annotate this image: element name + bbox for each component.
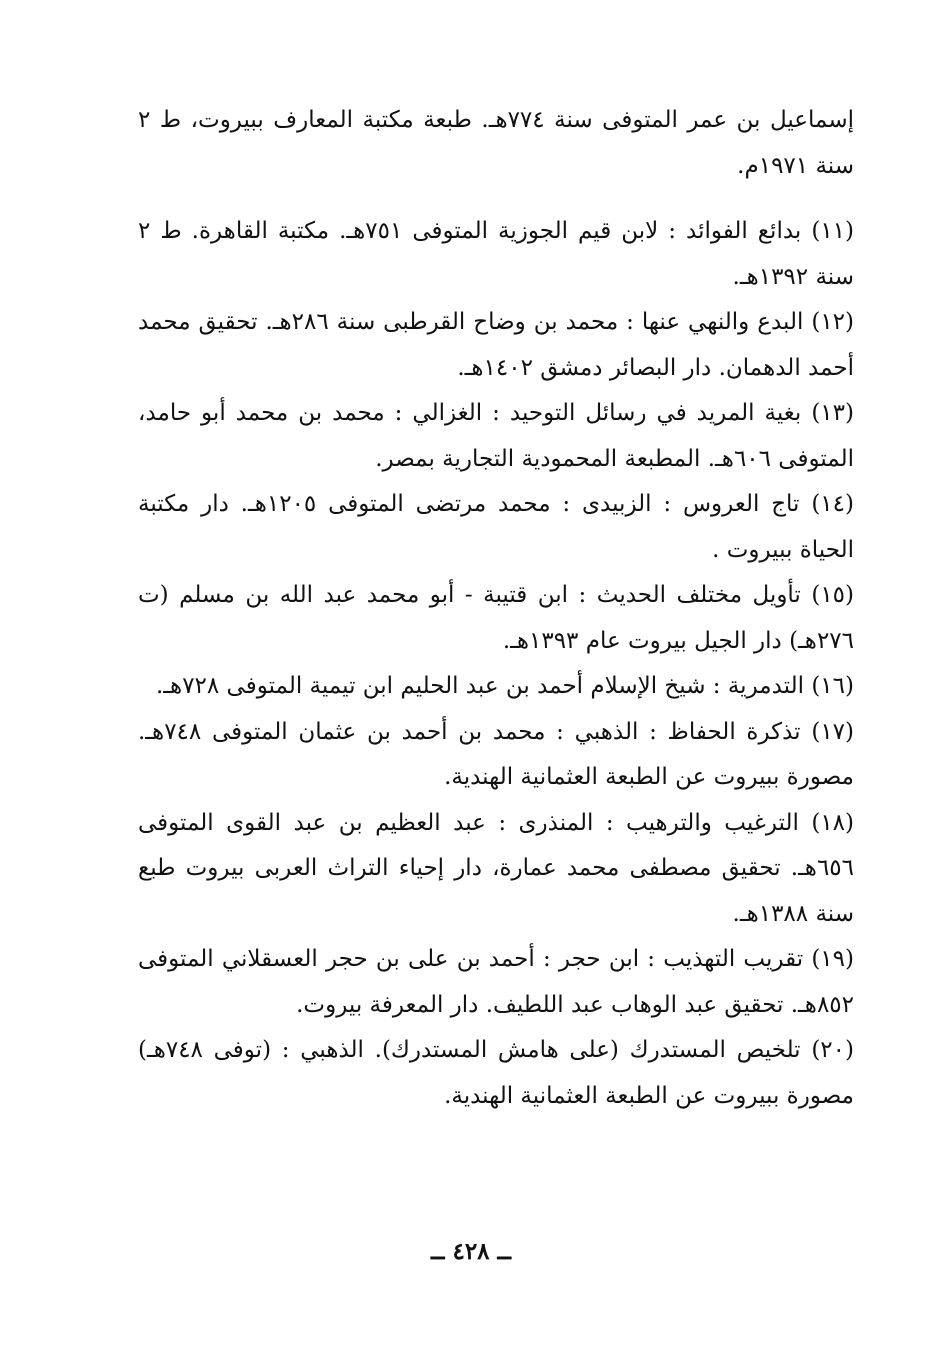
entry-text: البدع والنهي عنها : محمد بن وضاح القرطبى سنة ٢٨٦هـ. تحقيق محمد أحمد الدهمان. دار البصائر دمشق ١٤٠٢هـ. xyxy=(138,309,854,381)
entry-14 xyxy=(138,482,854,573)
entry-number: (١٥) xyxy=(811,582,855,608)
entry-number: (١٢) xyxy=(811,309,855,335)
entry-text: بدائع الفوائد : لابن قيم الجوزية المتوفى ٧٥١هـ. مكتبة القاهرة. ط ٢ سنة ١٣٩٢هـ. xyxy=(138,218,854,290)
entry-text: تقريب التهذيب : ابن حجر : أحمد بن على بن حجر العسقلاني المتوفى ٨٥٢هـ. تحقيق عبد الوهاب عبد اللطيف. دار المعرفة بيروت. xyxy=(138,946,854,1018)
entry-number: (١١) xyxy=(811,218,855,244)
entry-text: التدمرية : شيخ الإسلام أحمد بن عبد الحليم ابن تيمية المتوفى ٧٢٨هـ. xyxy=(156,673,804,699)
entry-17 xyxy=(138,710,854,801)
entry-number: (١٩) xyxy=(811,946,854,972)
bibliography-list xyxy=(138,98,854,1119)
entry-text: الترغيب والترهيب : المنذرى : عبد العظيم بن عبد القوى المتوفى ٦٥٦هـ. تحقيق مصطفى محمد عمارة، دار إحياء التراث العربى بيروت طبع سنة ١٣٨٨هـ. xyxy=(138,809,854,927)
entry-number: (١٤) xyxy=(811,491,854,517)
entry-11 xyxy=(138,209,854,300)
entry-text: بغية المريد في رسائل التوحيد : الغزالي : محمد بن محمد أبو حامد، المتوفى ٦٠٦هـ. المطبعة المحمودية التجارية بمصر. xyxy=(138,400,854,472)
entry-text: تاج العروس : الزبيدى : محمد مرتضى المتوفى ١٢٠٥هـ. دار مكتبة الحياة ببيروت . xyxy=(138,491,854,563)
entry-20 xyxy=(138,1028,854,1119)
entry-19 xyxy=(138,937,854,1028)
entry-text: تلخيص المستدرك (على هامش المستدرك). الذهبي : (توفى ٧٤٨هـ) مصورة ببيروت عن الطبعة العثمانية الهندية. xyxy=(138,1037,854,1109)
entry-continuation xyxy=(138,98,854,189)
entry-number: (١٦) xyxy=(811,673,854,699)
entry-16 xyxy=(138,664,854,710)
page-number: ــ ٤٢٨ ــ xyxy=(430,1238,512,1265)
entry-text: تأويل مختلف الحديث : ابن قتيبة - أبو محمد عبد الله بن مسلم (ت ٢٧٦هـ) دار الجيل بيروت عام ١٣٩٣هـ. xyxy=(138,582,854,654)
entry-number: (٢٠) xyxy=(811,1037,854,1063)
entry-18 xyxy=(138,801,854,938)
entry-13 xyxy=(138,391,854,482)
entry-number: (١٣) xyxy=(811,400,854,426)
entry-text: إسماعيل بن عمر المتوفى سنة ٧٧٤هـ. طبعة مكتبة المعارف ببيروت، ط ٢ سنة ١٩٧١م. xyxy=(138,107,854,179)
entry-15 xyxy=(138,573,854,664)
entry-12 xyxy=(138,300,854,391)
entry-number: (١٨) xyxy=(811,809,855,836)
entry-text: تذكرة الحفاظ : الذهبي : محمد بن أحمد بن عثمان المتوفى ٧٤٨هـ. مصورة ببيروت عن الطبعة العثمانية الهندية. xyxy=(138,718,854,790)
entry-number: (١٧) xyxy=(811,718,855,745)
